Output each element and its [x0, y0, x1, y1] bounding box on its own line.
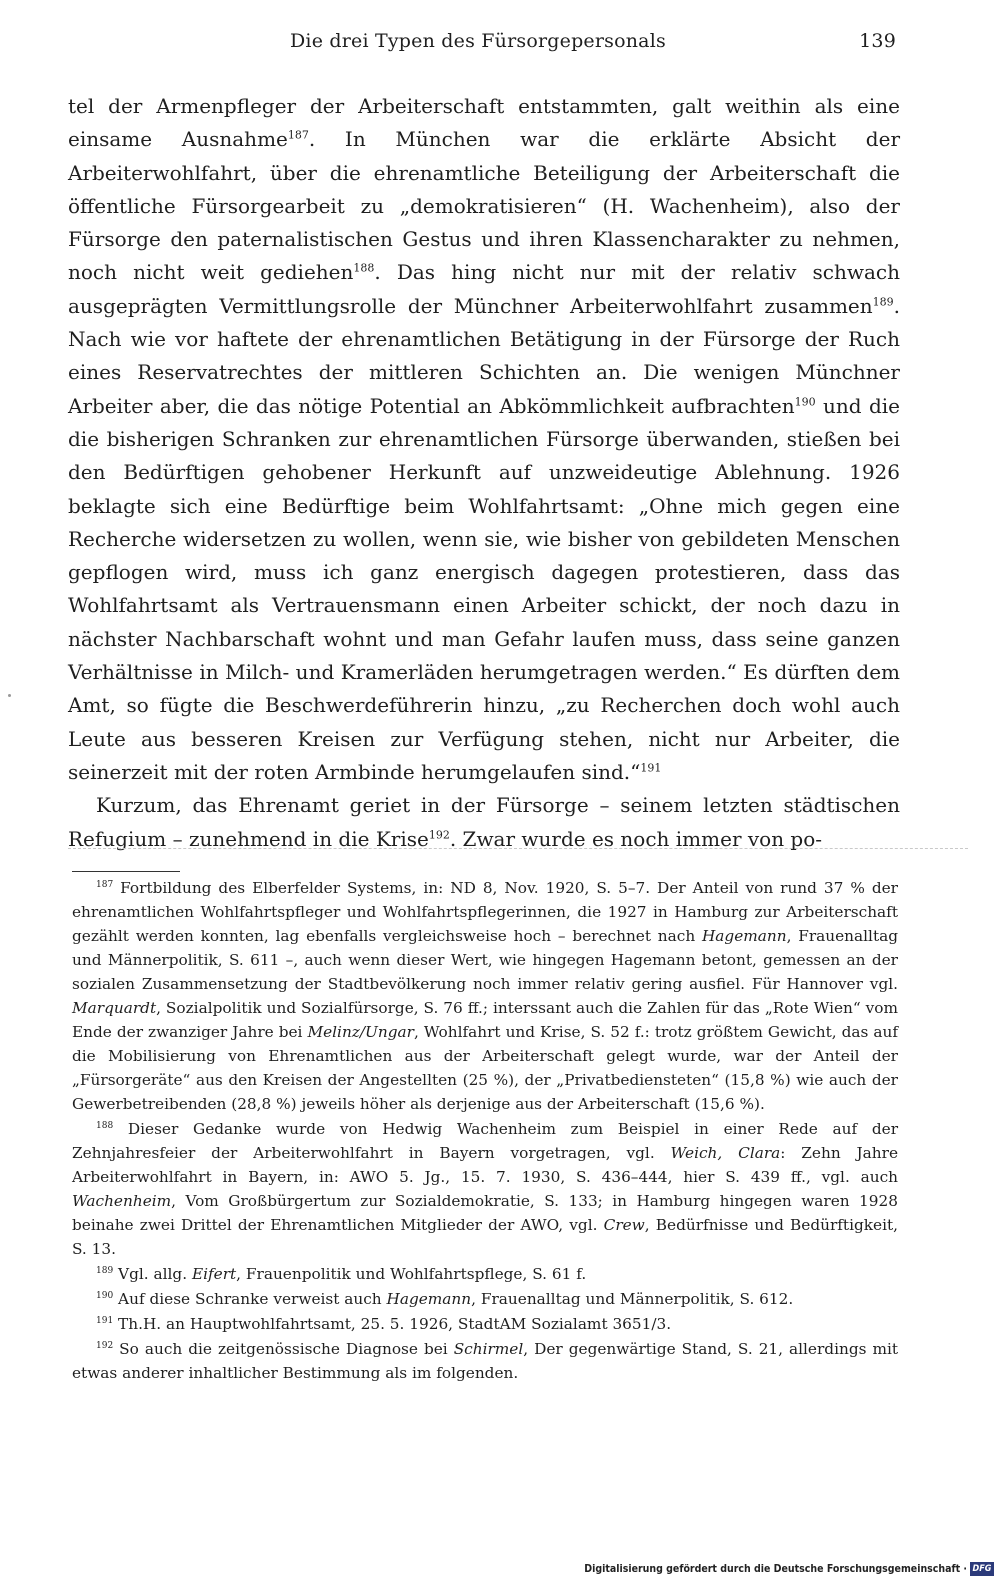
- footnote-number: 189: [96, 1265, 114, 1276]
- text-run: Kurzum, das Ehrenamt geriet in der Fürsorge – seinem letzten städtischen Refugium – zunehmend in die Krise: [68, 793, 900, 851]
- text-run: . Das hing nicht nur mit der relativ schwach ausgeprägten Vermittlungsrolle der Münchner Arbeiterwohlfahrt zusammen: [68, 260, 900, 318]
- scan-fold-line: [68, 848, 968, 849]
- text-run: Dieser Gedanke wurde von Hedwig Wachenheim zum Beispiel in einer Rede auf der Zehnjahresfeier der Arbeiterwohlfahrt in Bayern vorgetragen, vgl.: [72, 1120, 898, 1162]
- footnote-191: [72, 1312, 898, 1336]
- cited-author: Hagemann: [701, 927, 787, 945]
- cited-author: Melinz/Ungar: [307, 1023, 414, 1041]
- footnote-number: 190: [96, 1290, 114, 1301]
- text-run: , Vom Großbürgertum zur Sozialdemokratie, S. 133; in Hamburg hingegen waren 1928 beinahe zwei Drittel der Ehrenamtlichen Mitglieder der AWO, vgl.: [72, 1192, 898, 1234]
- body-paragraph: [68, 90, 900, 789]
- credit-text: Digitalisierung gefördert durch die Deutsche Forschungsgemeinschaft ·: [584, 1563, 967, 1575]
- text-run: Fortbildung des Elberfelder Systems, in: ND 8, Nov. 1920, S. 5–7. Der Anteil von rund 37 % der ehrenamtlichen Wohlfahrtspfleger und Wohlfahrtspflegerinnen, die 1927 in Hamburg zur Arbeiterschaft gezählt werden konnten, lag ebenfalls vergleichsweise hoch – berechnet nach: [72, 879, 898, 945]
- footnote-189: [72, 1262, 898, 1286]
- footnote-number: 187: [96, 879, 114, 890]
- cited-author: Hagemann: [386, 1290, 472, 1308]
- text-run: : Zehn Jahre Arbeiterwohlfahrt in Bayern, in: AWO 5. Jg., 15. 7. 1930, S. 436–444, hier S. 439 ff., vgl. auch: [72, 1144, 899, 1186]
- footnotes: [72, 876, 898, 1386]
- footnote-separator: [72, 871, 180, 872]
- footnote-marker: 191: [640, 761, 662, 775]
- cited-author: Crew: [603, 1216, 645, 1234]
- running-head: [68, 30, 900, 60]
- text-run: , Der gegenwärtige Stand, S. 21, allerdings mit etwas anderer inhaltlicher Bestimmung als im folgenden.: [72, 1340, 898, 1382]
- body-text: [68, 90, 900, 856]
- cited-author: Eifert: [191, 1265, 237, 1283]
- footnote-marker: 187: [287, 128, 309, 142]
- text-run: . Zwar wurde es noch immer von po-: [449, 826, 823, 851]
- text-run: . Nach wie vor haftete der ehrenamtlichen Betätigung in der Fürsorge der Ruch eines Reservatrechtes der mittleren Schichten an. Die wenigen Münchner Arbeiter aber, die das nötige Potential an Abkömmlichkeit aufbrachten: [68, 293, 900, 418]
- text-run: , Frauenalltag und Männerpolitik, S. 612.: [471, 1290, 794, 1308]
- footnote-192: [72, 1337, 898, 1385]
- running-title: Die drei Typen des Fürsorgepersonals: [290, 30, 666, 52]
- text-run: . In München war die erklärte Absicht der Arbeiterwohlfahrt, über die ehrenamtliche Beteiligung der Arbeiterschaft die öffentliche Fürsorgearbeit zu „demokratisieren“ (H. Wachenheim), also der Fürsorge den paternalistischen Gestus und ihren Klassencharakter zu nehmen, noch nicht weit gediehen: [68, 127, 900, 285]
- footnote-marker: 190: [794, 395, 816, 409]
- cited-author: Weich, Clara: [670, 1144, 781, 1162]
- footnote-marker: 192: [428, 827, 450, 841]
- scan-speck: [8, 694, 11, 697]
- text-run: Th.H. an Hauptwohlfahrtsamt, 25. 5. 1926, StadtAM Sozialamt 3651/3.: [113, 1315, 672, 1333]
- footnote-number: 188: [96, 1120, 114, 1131]
- text-run: , Frauenpolitik und Wohlfahrtspflege, S. 61 f.: [236, 1265, 587, 1283]
- dfg-logo-icon: DFG: [970, 1562, 994, 1576]
- footnote-188: [72, 1117, 898, 1261]
- text-run: , Wohlfahrt und Krise, S. 52 f.: trotz größtem Gewicht, das auf die Mobilisierung von Ehrenamtlichen aus der Arbeiterschaft gelegt wurde, war der Anteil der „Fürsorgeräte“ aus den Kreisen der Angestellten (25 %), der „Privatbediensteten“ (15,8 %) wie auch der Gewerbetreibenden (28,8 %) jeweils höher als derjenige aus der Arbeiterschaft (15,6 %).: [72, 1023, 898, 1113]
- text-run: Auf diese Schranke verweist auch: [113, 1290, 387, 1308]
- text-run: Vgl. allg.: [113, 1265, 192, 1283]
- body-paragraph: [68, 789, 900, 856]
- text-run: , Bedürfnisse und Bedürftigkeit, S. 13.: [72, 1216, 898, 1258]
- text-run: , Sozialpolitik und Sozialfürsorge, S. 76 ff.; interssant auch die Zahlen für das „Rote Wien“ vom Ende der zwanziger Jahre bei: [72, 999, 898, 1041]
- cited-author: Schirmel: [453, 1340, 524, 1358]
- cited-author: Marquardt: [72, 999, 157, 1017]
- footnote-187: [72, 876, 898, 1116]
- footnote-number: 191: [96, 1315, 114, 1326]
- footnote-190: [72, 1287, 898, 1311]
- footnote-marker: 189: [872, 295, 894, 309]
- text-run: tel der Armenpfleger der Arbeiterschaft entstammten, galt weithin als eine einsame Ausnahme: [68, 94, 900, 152]
- text-run: , Frauenalltag und Männerpolitik, S. 611 –, auch wenn dieser Wert, wie hingegen Hagemann betont, gemessen an der sozialen Zusammensetzung der Stadtbevölkerung noch immer relativ gering ausfiel. Für Hannover vgl.: [72, 927, 898, 993]
- digitization-credit: [584, 1560, 994, 1578]
- footnote-marker: 188: [353, 261, 375, 275]
- text-run: und die die bisherigen Schranken zur ehrenamtlichen Fürsorge überwanden, stießen bei den Bedürftigen gehobener Herkunft auf unzweideutige Ablehnung. 1926 beklagte sich eine Bedürftige beim Wohlfahrtsamt: „Ohne mich gegen eine Recherche widersetzen zu wollen, wenn sie, wie bisher von gebildeten Menschen gepflogen wird, muss ich ganz energisch dagegen protestieren, dass das Wohlfahrtsamt als Vertrauensmann einen Arbeiter schickt, der noch dazu in nächster Nachbarschaft wohnt und man Gefahr laufen muss, dass seine ganzen Verhältnisse in Milch- und Kramerläden herumgetragen werden.“ Es dürften dem Amt, so fügte die Beschwerdeführerin hinzu, „zu Recherchen doch wohl auch Leute aus besseren Kreisen zur Verfügung stehen, nicht nur Arbeiter, die seinerzeit mit der roten Armbinde herumgelaufen sind.“: [68, 393, 900, 784]
- text-run: So auch die zeitgenössische Diagnose bei: [113, 1340, 454, 1358]
- cited-author: Wachenheim: [72, 1192, 172, 1210]
- footnote-number: 192: [96, 1340, 114, 1351]
- page-number: 139: [859, 30, 896, 52]
